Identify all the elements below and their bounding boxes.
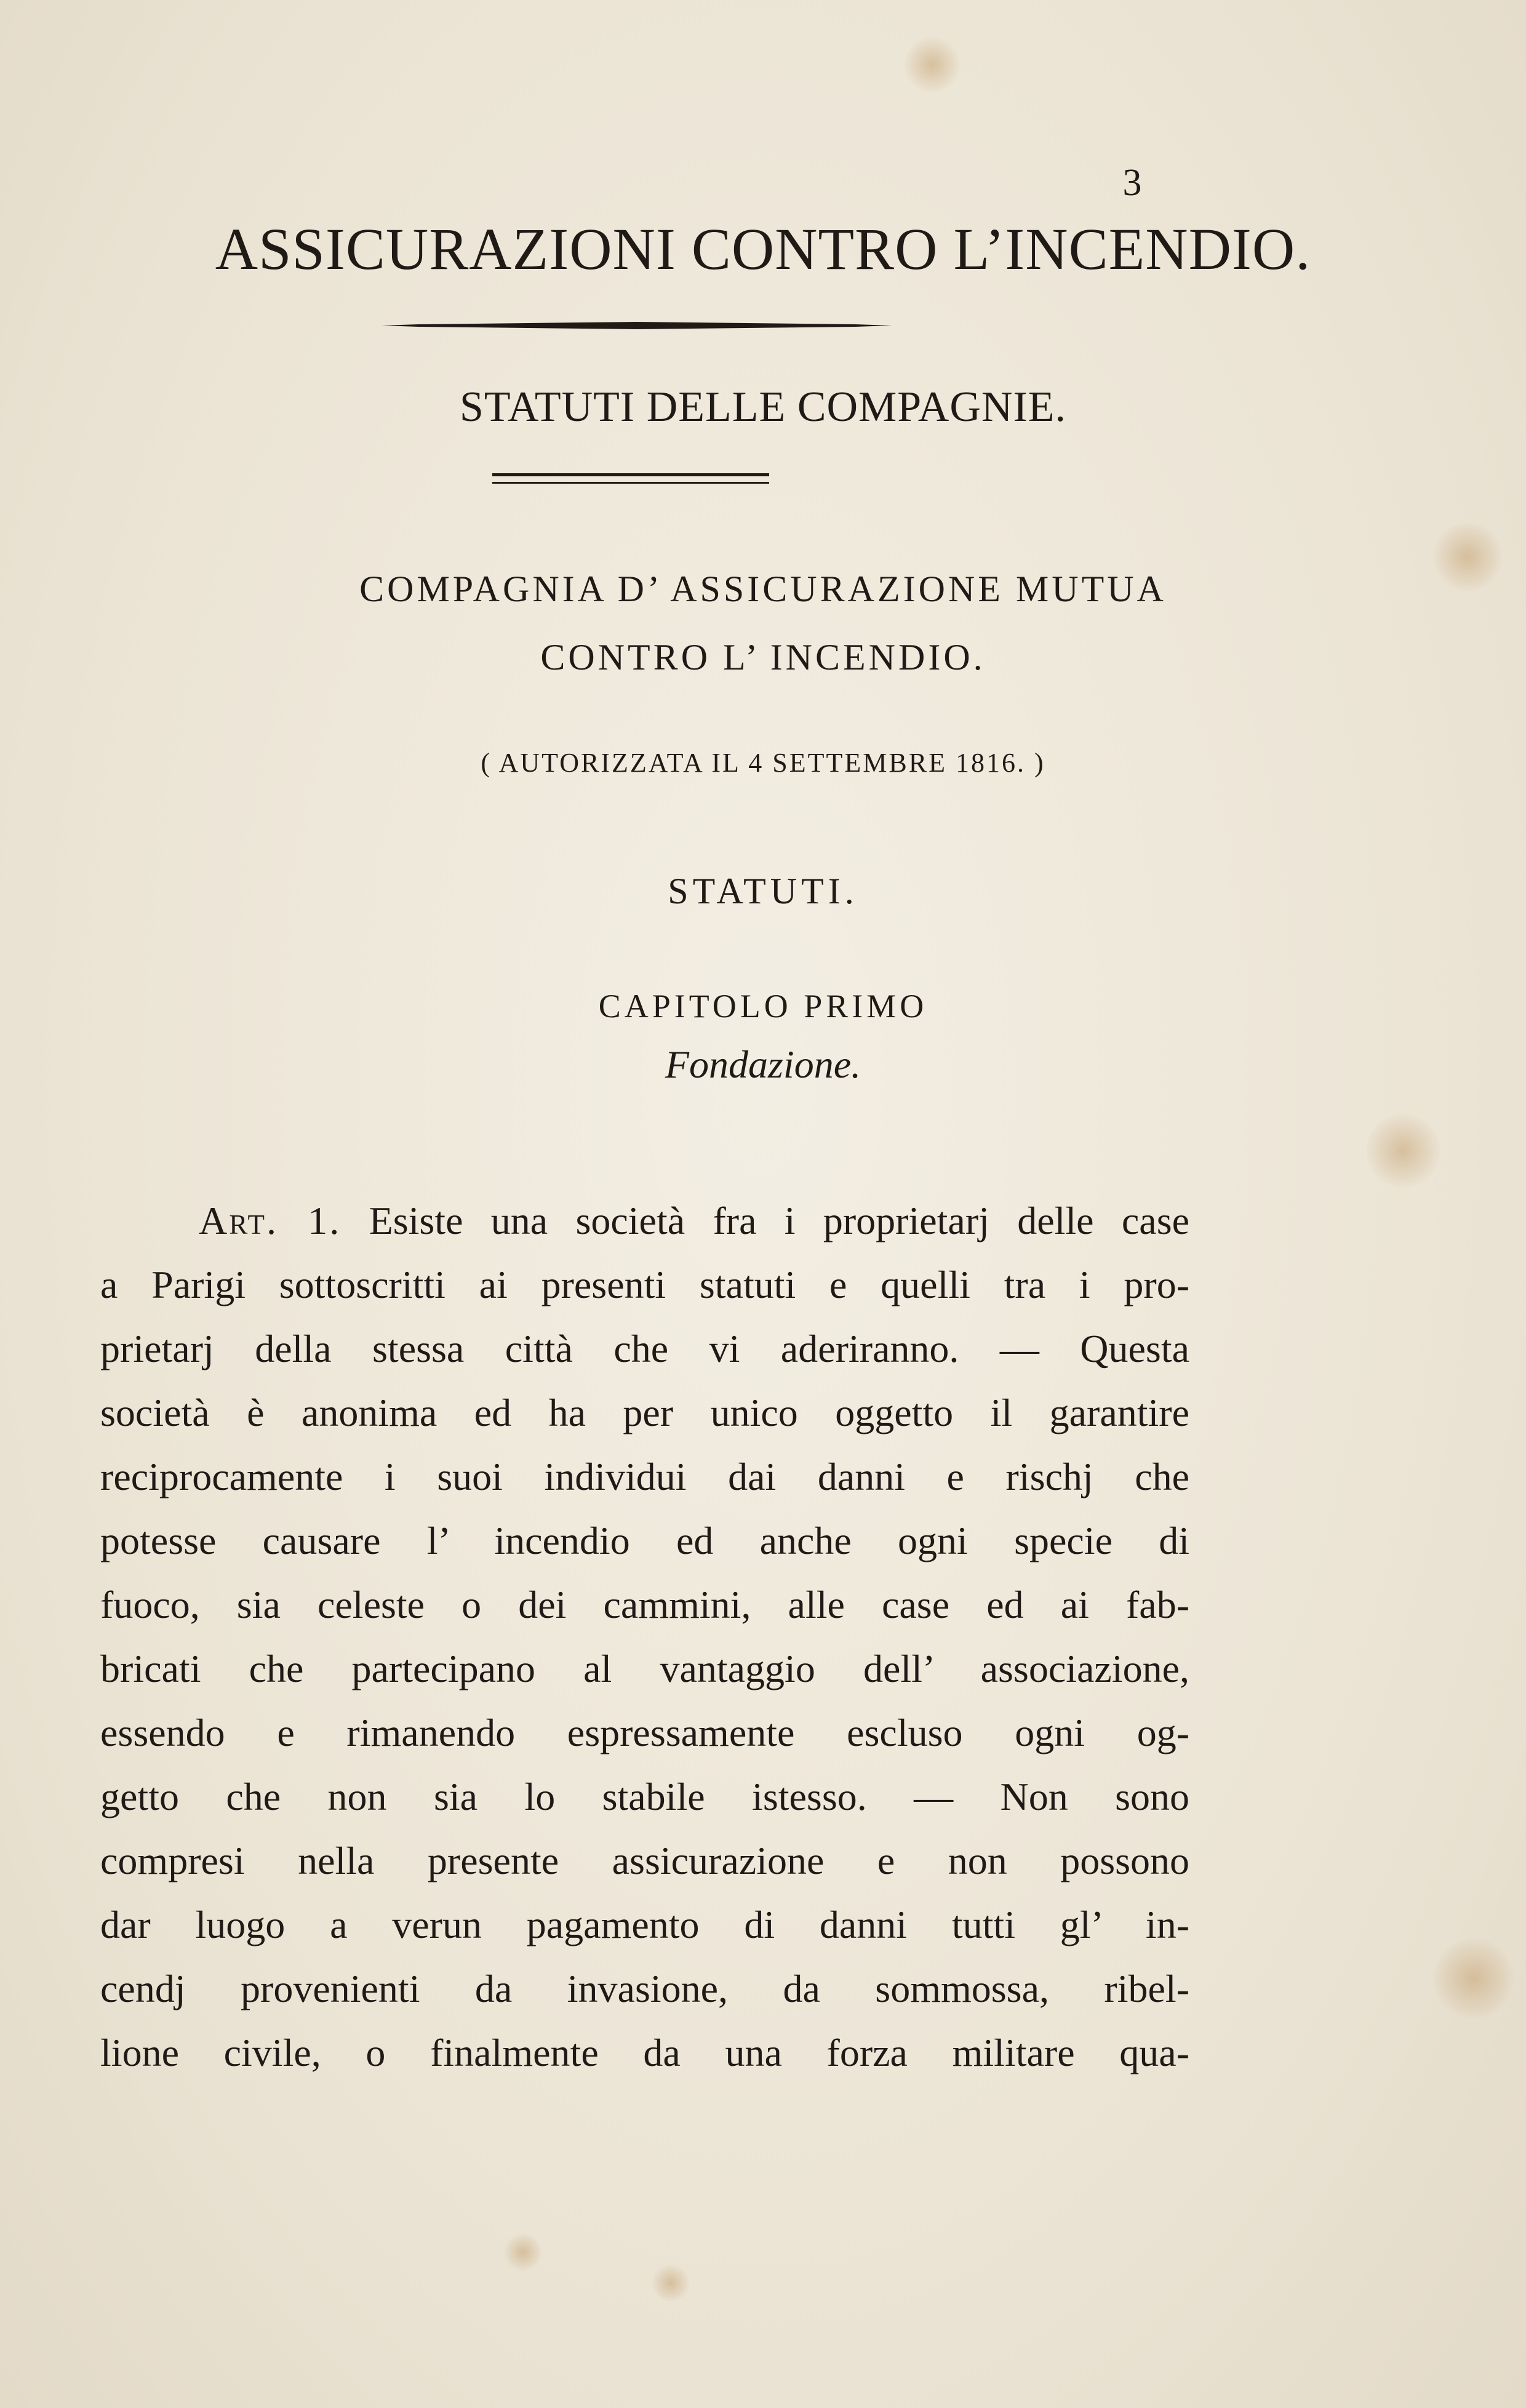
article-line: cendj provenienti da invasione, da sommossa, ribel- — [100, 1967, 1189, 2010]
section-title: STATUTI DELLE COMPAGNIE. — [459, 383, 1067, 431]
foxing-stain — [505, 2234, 541, 2271]
foxing-stain — [1434, 1938, 1514, 2018]
company-title-line-2: CONTRO L’ INCENDIO. — [540, 637, 986, 678]
authorization-note: ( AUTORIZZATA IL 4 SETTEMBRE 1816. ) — [481, 748, 1045, 778]
page-number: 3 — [1122, 162, 1142, 204]
chapter-heading: CAPITOLO PRIMO — [598, 988, 928, 1025]
statuti-heading: STATUTI. — [668, 871, 858, 911]
double-rule — [492, 471, 769, 489]
main-title: ASSICURAZIONI CONTRO L’INCENDIO. — [215, 216, 1311, 282]
article-line: compresi nella presente assicurazione e non possono — [100, 1839, 1189, 1882]
foxing-stain — [1366, 1114, 1440, 1188]
article-line: potesse causare l’ incendio ed anche ogni specie di — [100, 1519, 1189, 1562]
article-line: essendo e rimanendo espressamente escluso ogni og- — [100, 1711, 1189, 1754]
article-line: reciprocamente i suoi individui dai danni e rischj che — [100, 1455, 1189, 1498]
article-line: bricati che partecipano al vantaggio dell’ associazione, — [100, 1647, 1189, 1690]
company-title-line-1: COMPAGNIA D’ ASSICURAZIONE MUTUA — [359, 569, 1167, 609]
ornamental-rule — [382, 321, 892, 330]
chapter-subtitle: Fondazione. — [665, 1042, 861, 1086]
article-line: dar luogo a verun pagamento di danni tutti gl’ in- — [100, 1903, 1189, 1946]
article-line: società è anonima ed ha per unico oggetto il garantire — [100, 1391, 1189, 1434]
foxing-stain — [905, 37, 960, 92]
article-line: Art. 1. Esiste una società fra i proprietarj delle case — [199, 1199, 1189, 1242]
article-line: prietarj della stessa città che vi aderiranno. — Questa — [100, 1327, 1189, 1370]
article-line: a Parigi sottoscritti ai presenti statuti e quelli tra i pro- — [100, 1263, 1189, 1306]
article-line: fuoco, sia celeste o dei cammini, alle case ed ai fab- — [100, 1583, 1189, 1626]
article-1 — [100, 1189, 1189, 2085]
article-line: lione civile, o finalmente da una forza militare qua- — [100, 2031, 1189, 2074]
article-line: getto che non sia lo stabile istesso. — Non sono — [100, 1775, 1189, 1818]
foxing-stain — [652, 2265, 689, 2302]
article-label: Art. 1. — [199, 1199, 342, 1242]
